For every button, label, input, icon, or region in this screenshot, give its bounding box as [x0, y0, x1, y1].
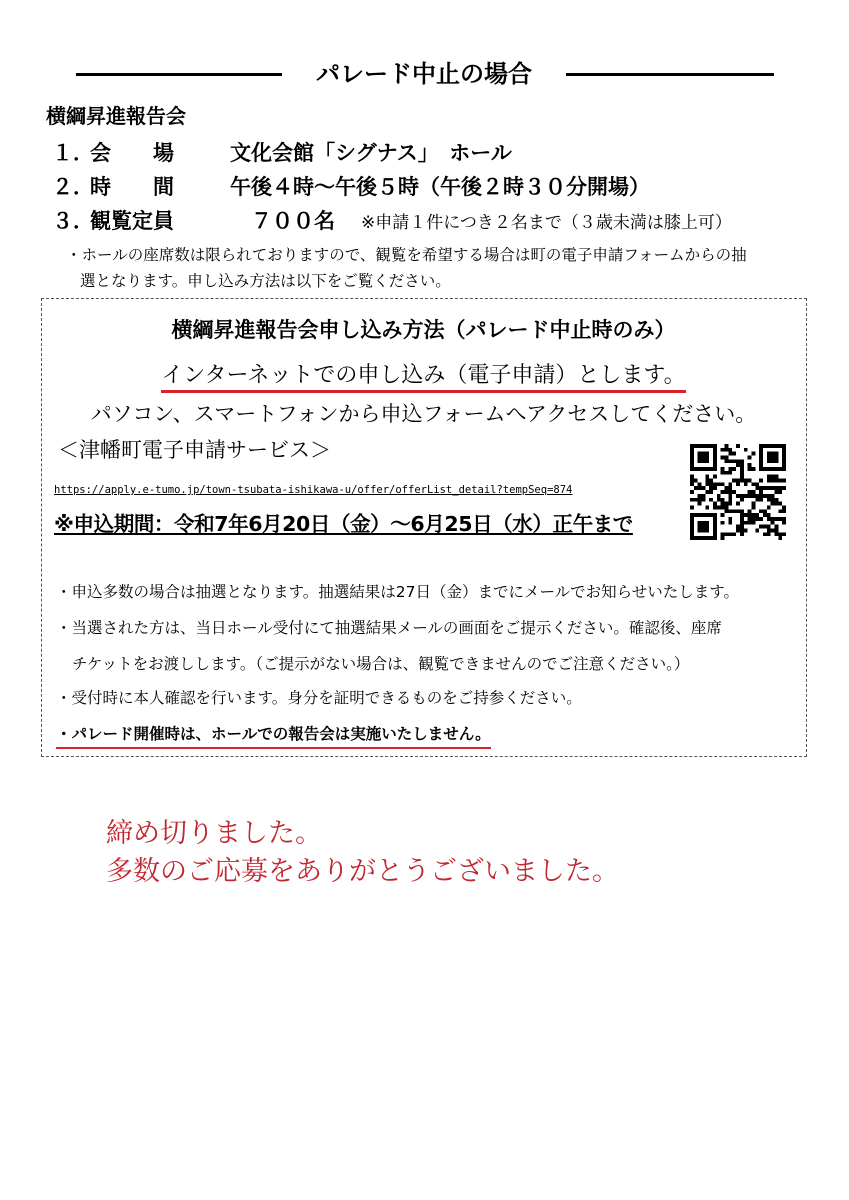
info-row-capacity	[52, 206, 732, 238]
list-item: ・当選された方は、当日ホール受付にて抽選結果メールの画面をご提示ください。確認後、座席	[56, 619, 722, 637]
service-name: ＜津幡町電子申請サービス＞	[58, 438, 331, 462]
info-number: ３．	[52, 209, 94, 233]
qr-code-icon[interactable]	[690, 444, 786, 540]
info-label: 時 間	[90, 175, 174, 199]
closing-line: 多数のご応募をありがとうございました。	[106, 856, 619, 887]
seating-notice	[66, 242, 816, 294]
info-row-time	[52, 172, 650, 202]
application-url-link[interactable]: https://apply.e-tumo.jp/town-tsubata-ishikawa-u/offer/offerList_detail?tempSeq=874	[54, 484, 573, 496]
info-label: 観覧定員	[90, 209, 174, 233]
list-item-important: ・パレード開催時は、ホールでの報告会は実施いたしません。	[56, 723, 491, 749]
info-row-venue	[52, 138, 512, 168]
application-method	[42, 361, 805, 391]
section-header	[0, 56, 849, 92]
application-box	[41, 298, 807, 757]
header-rule-right	[566, 73, 774, 76]
event-name: 横綱昇進報告会	[46, 104, 186, 128]
list-item: ・受付時に本人確認を行います。身分を証明できるものをご持参ください。	[56, 689, 582, 707]
list-item-continuation: チケットをお渡しします。（ご提示がない場合は、観覧できませんのでご注意ください。）	[72, 655, 690, 673]
closing-message	[106, 815, 619, 891]
application-title: 横綱昇進報告会申し込み方法（パレード中止時のみ）	[171, 318, 676, 342]
closing-line: 締め切りました。	[106, 818, 322, 849]
list-item: ・申込多数の場合は抽選となります。抽選結果は27日（金）までにメールでお知らせいたします。	[56, 583, 739, 601]
notice-line: ・ホールの座席数は限られておりますので、観覧を希望する場合は町の電子申請フォームからの抽	[66, 246, 747, 264]
info-number: １．	[52, 141, 94, 165]
info-value: 文化会館「シグナス」 ホール	[230, 141, 512, 165]
application-period: ※申込期間：令和7年6月20日（金）～6月25日（水）正午まで	[54, 512, 633, 536]
notice-line: 選となります。申し込み方法は以下をご覧ください。	[80, 272, 451, 290]
info-value: ７００名	[230, 209, 335, 233]
method-text: インターネットでの申し込み（電子申請）とします。	[161, 363, 685, 393]
info-label: 会 場	[90, 141, 174, 165]
header-rule-left	[76, 73, 282, 76]
page-title: パレード中止の場合	[316, 60, 532, 88]
info-value: 午後４時～午後５時（午後２時３０分開場）	[230, 175, 650, 199]
info-number: ２．	[52, 175, 94, 199]
access-instruction: パソコン、スマートフォンから申込フォームへアクセスしてください。	[90, 402, 757, 426]
capacity-note: ※申請１件につき２名まで（３歳未満は膝上可）	[361, 213, 732, 233]
